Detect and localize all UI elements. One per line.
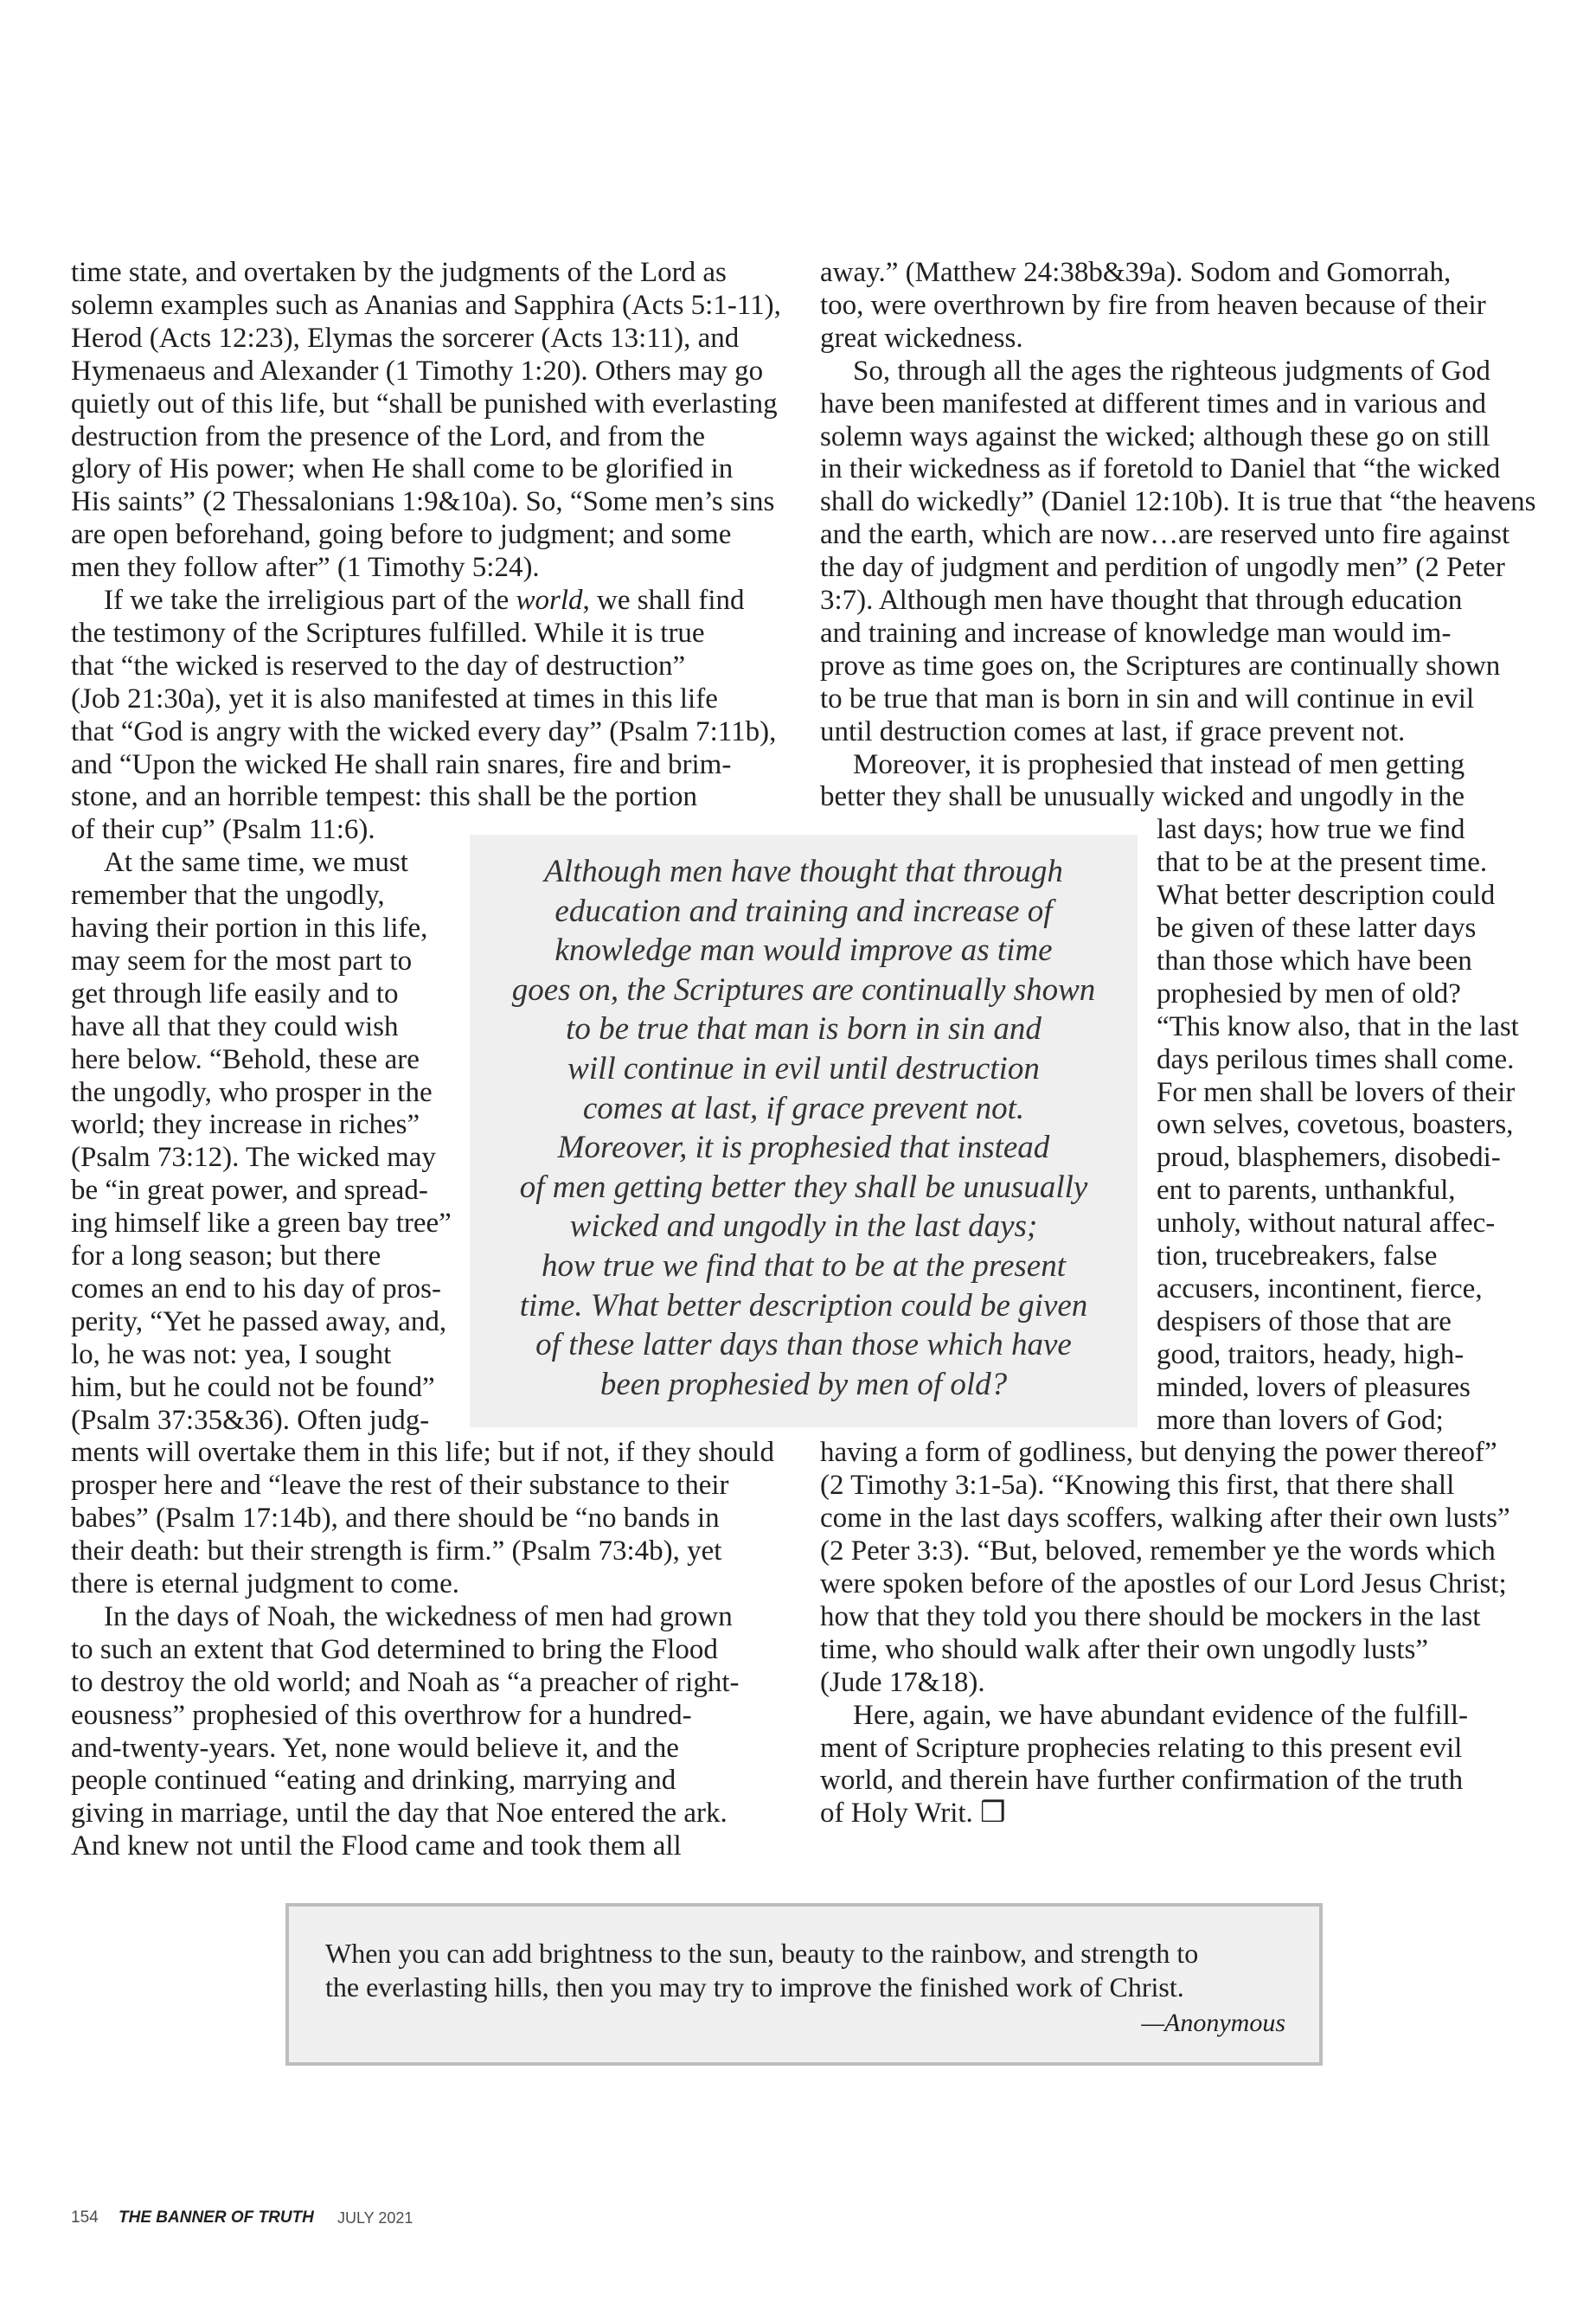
text-line: in their wickedness as if foretold to Daniel that “the wicked — [820, 453, 1501, 485]
text-line: So, through all the ages the righteous judgments of God — [853, 355, 1490, 387]
text-line: and-twenty-years. Yet, none would believe it, and the — [71, 1732, 679, 1764]
text-line: great wickedness. — [820, 322, 1023, 354]
pull-quote-text: of men getting better they shall be unusually — [519, 1169, 1088, 1205]
text-line: solemn ways against the wicked; although these go on still — [820, 420, 1490, 452]
pull-quote-line — [470, 1286, 1138, 1326]
pull-quote-line — [470, 1049, 1138, 1089]
text-line: And knew not until the Flood came and took them all — [71, 1830, 682, 1862]
text-line: get through life easily and to — [71, 977, 399, 1009]
pull-quote-line — [470, 1168, 1138, 1208]
pull-quote-text: education and training and increase of — [554, 893, 1053, 929]
text-line: eousness” prophesied of this overthrow for a hundred- — [71, 1699, 692, 1731]
text-line: good, traitors, heady, high- — [1157, 1338, 1465, 1370]
text-line: and the earth, which are now…are reserved unto fire against — [820, 519, 1510, 551]
pull-quote-line — [470, 1089, 1138, 1129]
text-line: ment of Scripture prophecies relating to this present evil — [820, 1732, 1463, 1764]
text-line: their death: but their strength is firm.” (Psalm 73:4b), yet — [71, 1535, 722, 1567]
pull-quote-line — [470, 1365, 1138, 1405]
text-line: here below. “Behold, these are — [71, 1043, 420, 1075]
text-line: “This know also, that in the last — [1157, 1010, 1519, 1042]
text-line: away.” (Matthew 24:38b&39a). Sodom and Gomorrah, — [820, 257, 1452, 288]
text-line: minded, lovers of pleasures — [1157, 1371, 1471, 1403]
text-line: days perilous times shall come. — [1157, 1043, 1515, 1075]
text-line: (Jude 17&18). — [820, 1666, 985, 1698]
text-segment: If we take the irreligious part of the — [104, 585, 516, 616]
text-line: come in the last days scoffers, walking after their own lusts” — [820, 1503, 1510, 1535]
text-line: tion, trucebreakers, false — [1157, 1240, 1438, 1272]
pull-quote-line — [470, 1207, 1138, 1247]
text-line: for a long season; but there — [71, 1240, 381, 1272]
text-line: were spoken before of the apostles of our Lord Jesus Christ; — [820, 1568, 1507, 1599]
pull-quote-text: Moreover, it is prophesied that instead — [557, 1130, 1050, 1166]
text-line — [104, 585, 745, 618]
pull-quote-line — [470, 931, 1138, 971]
text-line: people continued “eating and drinking, marrying and — [71, 1765, 676, 1797]
pull-quote-line — [470, 852, 1138, 892]
text-line: of Holy Writ. ❒ — [820, 1798, 1006, 1830]
text-line: (2 Peter 3:3). “But, beloved, remember ye the words which — [820, 1535, 1496, 1567]
text-line: (Psalm 73:12). The wicked may — [71, 1142, 436, 1174]
text-line: to destroy the old world; and Noah as “a preacher of right- — [71, 1666, 740, 1698]
text-line: time state, and overtaken by the judgments of the Lord as — [71, 257, 727, 288]
text-line: there is eternal judgment to come. — [71, 1568, 460, 1599]
pull-quote-text: how true we find that to be at the present — [542, 1248, 1066, 1284]
emphasis-text: world — [516, 585, 583, 616]
text-line: having their portion in this life, — [71, 913, 428, 944]
text-line: world; they increase in riches” — [71, 1109, 420, 1141]
quote-line: the everlasting hills, then you may try to improve the finished work of Christ. — [325, 1971, 1184, 2003]
pull-quote-text: goes on, the Scriptures are continually shown — [511, 971, 1096, 1008]
publication-title: THE BANNER OF TRUTH — [119, 2208, 314, 2227]
text-line: have all that they could wish — [71, 1010, 399, 1042]
text-line: giving in marriage, until the day that Noe entered the ark. — [71, 1798, 727, 1830]
pull-quote-text: knowledge man would improve as time — [554, 933, 1053, 969]
pull-quote-line — [470, 1325, 1138, 1365]
text-line: quietly out of this life, but “shall be punished with everlasting — [71, 388, 778, 420]
text-line: remember that the ungodly, — [71, 880, 385, 912]
text-line: are open beforehand, going before to judgment; and some — [71, 519, 732, 551]
text-line: destruction from the presence of the Lord, and from the — [71, 420, 706, 452]
text-line: too, were overthrown by fire from heaven because of their — [820, 289, 1486, 321]
text-line: In the days of Noah, the wickedness of men had grown — [104, 1600, 733, 1632]
page-footer — [0, 2207, 1596, 2229]
text-line: Hymenaeus and Alexander (1 Timothy 1:20). Others may go — [71, 355, 764, 387]
text-line: men they follow after” (1 Timothy 5:24). — [71, 552, 540, 584]
quote-line: When you can add brightness to the sun, beauty to the rainbow, and strength to — [325, 1937, 1199, 1969]
pull-quote-line — [470, 971, 1138, 1010]
text-line: that “God is angry with the wicked every day” (Psalm 7:11b), — [71, 715, 777, 747]
text-line: Moreover, it is prophesied that instead of men getting — [853, 748, 1465, 780]
text-line: Here, again, we have abundant evidence of the fulfill- — [853, 1699, 1469, 1731]
text-line: His saints” (2 Thessalonians 1:9&10a). So, “Some men’s sins — [71, 486, 775, 518]
text-line: how that they told you there should be mockers in the last — [820, 1600, 1481, 1632]
text-line: own selves, covetous, boasters, — [1157, 1109, 1514, 1141]
pull-quote-text: been prophesied by men of old? — [599, 1366, 1008, 1402]
text-line: last days; how true we find — [1157, 814, 1465, 846]
text-line: ments will overtake them in this life; but if not, if they should — [71, 1437, 774, 1469]
pull-quote-text: will continue in evil until destruction — [567, 1051, 1040, 1086]
text-line: (Psalm 37:35&36). Often judg- — [71, 1404, 430, 1436]
text-line: better they shall be unusually wicked and ungodly in the — [820, 781, 1465, 813]
text-line: prove as time goes on, the Scriptures are continually shown — [820, 650, 1501, 682]
text-line: At the same time, we must — [104, 847, 408, 879]
text-line: have been manifested at different times and in various and — [820, 388, 1487, 420]
text-line: (2 Timothy 3:1-5a). “Knowing this first, that there shall — [820, 1470, 1455, 1502]
text-line: and training and increase of knowledge man would im- — [820, 617, 1452, 649]
text-line: him, but he could not be found” — [71, 1371, 435, 1403]
text-line: than those which have been — [1157, 945, 1472, 977]
text-line: the ungodly, who prosper in the — [71, 1076, 433, 1108]
text-line: more than lovers of God; — [1157, 1404, 1444, 1436]
text-line: stone, and an horrible tempest: this shall be the portion — [71, 781, 698, 813]
text-line: prosper here and “leave the rest of their substance to their — [71, 1470, 729, 1502]
pull-quote-text: Although men have thought that through — [544, 854, 1063, 889]
text-line: and “Upon the wicked He shall rain snares, fire and brim- — [71, 748, 732, 780]
text-line: ent to parents, unthankful, — [1157, 1175, 1456, 1207]
pull-quote-line — [470, 1247, 1138, 1286]
quote-attribution: —Anonymous — [1141, 2009, 1285, 2037]
text-line: until destruction comes at last, if grace prevent not. — [820, 715, 1406, 747]
text-line: shall do wickedly” (Daniel 12:10b). It is true that “the heavens — [820, 486, 1536, 518]
text-line: the testimony of the Scriptures fulfilled. While it is true — [71, 617, 705, 649]
text-segment: , we shall find — [582, 585, 745, 616]
quote-box — [285, 1903, 1323, 2066]
text-line: solemn examples such as Ananias and Sapphira (Acts 5:1-11), — [71, 289, 781, 321]
text-line: that “the wicked is reserved to the day of destruction” — [71, 650, 686, 682]
text-line: Herod (Acts 12:23), Elymas the sorcerer (Acts 13:11), and — [71, 322, 740, 354]
text-line: time, who should walk after their own ungodly lusts” — [820, 1633, 1428, 1665]
pull-quote-text: to be true that man is born in sin and — [566, 1011, 1042, 1048]
text-line: What better description could — [1157, 880, 1496, 912]
pull-quote-text: of these latter days than those which have — [535, 1327, 1072, 1363]
text-line: (Job 21:30a), yet it is also manifested at times in this life — [71, 683, 718, 715]
pull-quote-line — [470, 892, 1138, 932]
text-line: proud, blasphemers, disobedi- — [1157, 1142, 1501, 1174]
text-line: of their cup” (Psalm 11:6). — [71, 814, 375, 846]
pull-quote — [470, 835, 1138, 1427]
pull-quote-line — [470, 1009, 1138, 1049]
issue-date: JULY 2021 — [337, 2209, 413, 2227]
text-line: despisers of those that are — [1157, 1305, 1452, 1337]
text-line: 3:7). Although men have thought that through education — [820, 585, 1463, 616]
text-line: be given of these latter days — [1157, 913, 1477, 944]
text-line: world, and therein have further confirmation of the truth — [820, 1765, 1464, 1797]
text-line: prophesied by men of old? — [1157, 977, 1461, 1009]
text-line: For men shall be lovers of their — [1157, 1076, 1516, 1108]
text-line: unholy, without natural affec- — [1157, 1208, 1496, 1240]
pull-quote-line — [470, 1128, 1138, 1168]
text-line: to such an extent that God determined to bring the Flood — [71, 1633, 718, 1665]
text-line: may seem for the most part to — [71, 945, 413, 977]
pull-quote-text: wicked and ungodly in the last days; — [569, 1208, 1038, 1245]
text-line: to be true that man is born in sin and will continue in evil — [820, 683, 1475, 715]
text-line: babes” (Psalm 17:14b), and there should be “no bands in — [71, 1503, 720, 1535]
text-line: perity, “Yet he passed away, and, — [71, 1305, 447, 1337]
text-line: comes an end to his day of pros- — [71, 1272, 441, 1304]
text-line: be “in great power, and spread- — [71, 1175, 428, 1207]
text-line: accusers, incontinent, fierce, — [1157, 1272, 1483, 1304]
text-line: glory of His power; when He shall come to be glorified in — [71, 453, 734, 485]
text-line: that to be at the present time. — [1157, 847, 1488, 879]
pull-quote-text: comes at last, if grace prevent not. — [582, 1090, 1025, 1126]
text-line: lo, he was not: yea, I sought — [71, 1338, 392, 1370]
pull-quote-text: time. What better description could be given — [519, 1287, 1088, 1324]
text-line: ing himself like a green bay tree” — [71, 1208, 452, 1240]
text-line: the day of judgment and perdition of ungodly men” (2 Peter — [820, 552, 1505, 584]
page-number: 154 — [71, 2208, 99, 2227]
text-line: having a form of godliness, but denying the power thereof” — [820, 1437, 1497, 1469]
